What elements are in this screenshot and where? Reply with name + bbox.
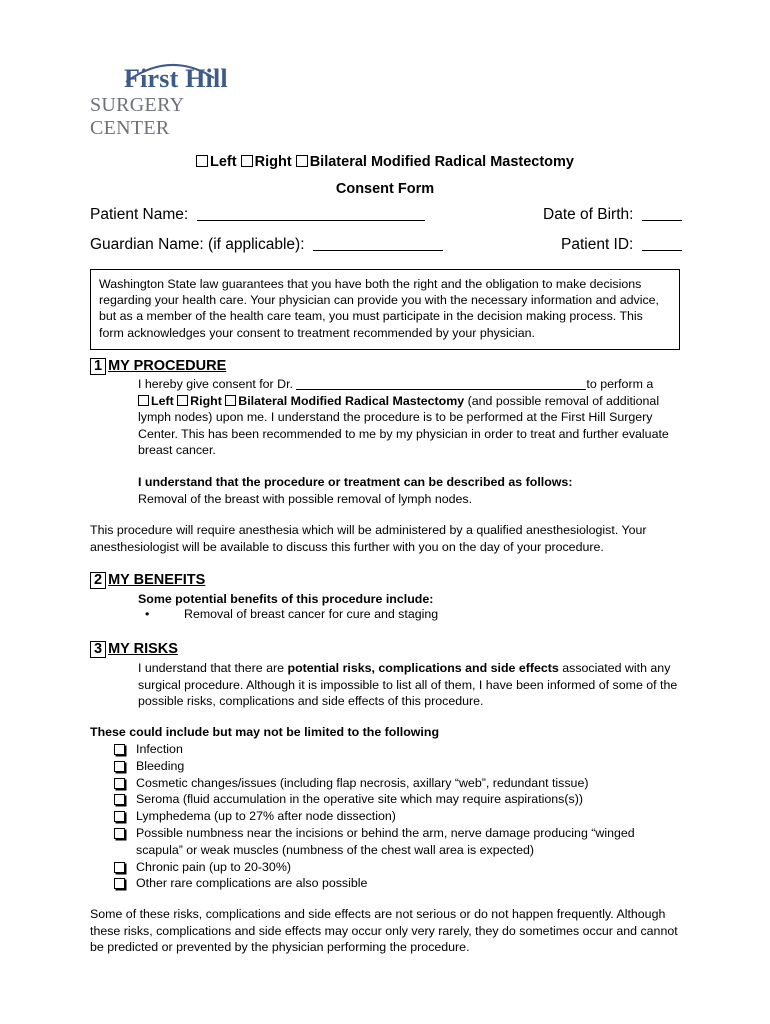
- dob-label: Date of Birth:: [543, 206, 634, 223]
- risk-item: [112, 808, 672, 825]
- checkbox-icon: [114, 878, 125, 889]
- patient-name-input[interactable]: [197, 206, 425, 221]
- risk-item: [112, 775, 672, 792]
- risks-closing-paragraph: Some of these risks, complications and side effects are not serious or do not happen frequently. Although these risks, complications and side effects may occur only very rarely, they do sometimes occur and cannot be predicted or prevented by the physician performing the procedure.: [90, 907, 678, 955]
- risk-item: [112, 791, 672, 808]
- risk-text: Possible numbness near the incisions or behind the arm, nerve damage producing “winged scapula” or weak muscles (numbness of the chest wall area is expected): [136, 825, 635, 857]
- section-1-number: 1: [90, 358, 106, 375]
- procedure-left-label: Left: [151, 393, 174, 408]
- section-2-heading: [90, 572, 205, 589]
- risk-text: Bleeding: [136, 758, 185, 773]
- risk-item: [112, 875, 672, 892]
- consent-statement: [138, 376, 678, 459]
- title-bilateral-label: Bilateral Modified Radical Mastectomy: [309, 154, 574, 170]
- patient-id-field: [561, 236, 682, 254]
- section-2-number: 2: [90, 572, 106, 589]
- section-3-number: 3: [90, 641, 106, 658]
- procedure-bilateral-checkbox[interactable]: [225, 395, 236, 406]
- dob-input[interactable]: [642, 206, 682, 221]
- procedure-right-label: Right: [190, 393, 222, 408]
- benefits-heading: Some potential benefits of this procedure include:: [138, 592, 434, 606]
- consent-prefix: I hereby give consent for Dr.: [138, 377, 293, 391]
- risk-text: Chronic pain (up to 20-30%): [136, 859, 291, 874]
- risk-text: Cosmetic changes/issues (including flap necrosis, axillary “web”, redundant tissue): [136, 775, 589, 790]
- risk-text: Lymphedema (up to 27% after node dissection): [136, 809, 396, 824]
- section-1-heading: [90, 358, 226, 375]
- procedure-description: [138, 474, 678, 507]
- checkbox-icon: [114, 828, 125, 839]
- risk-text: Infection: [136, 742, 183, 756]
- checkbox-icon: [114, 862, 125, 873]
- consent-line-2: [138, 393, 678, 410]
- section-1-title: MY PROCEDURE: [108, 358, 227, 374]
- risks-intro-bold: potential risks, complications and side effects: [287, 661, 559, 675]
- right-checkbox[interactable]: [241, 155, 253, 167]
- anesthesia-paragraph: This procedure will require anesthesia which will be administered by a qualified anesthesiologist. Your anesthesiologist will be available to discuss this further with you on the day of your procedure.: [90, 523, 647, 554]
- bilateral-checkbox[interactable]: [296, 155, 308, 167]
- procedure-continuation: lymph nodes) upon me. I understand the procedure is to be performed at the First Hill Surgery Center. This has been recommended to me by my physician in order to treat and further evaluate breast cancer.: [138, 410, 669, 458]
- procedure-left-checkbox[interactable]: [138, 395, 149, 406]
- checkbox-icon: [114, 744, 125, 755]
- section-3-heading: [90, 641, 178, 658]
- patient-id-input[interactable]: [642, 236, 682, 251]
- checkbox-icon: [114, 761, 125, 772]
- checkbox-icon: [114, 778, 125, 789]
- risks-list: [112, 741, 672, 892]
- description-text: Removal of the breast with possible removal of lymph nodes.: [138, 491, 473, 506]
- guardian-field: [90, 236, 443, 254]
- left-checkbox[interactable]: [196, 155, 208, 167]
- form-subtitle: Consent Form: [335, 181, 435, 197]
- logo-line1: First Hill: [124, 64, 228, 93]
- risk-item: [112, 859, 672, 876]
- section-3-title: MY RISKS: [108, 641, 178, 657]
- risks-list-heading: These could include but may not be limited to the following: [90, 725, 440, 739]
- risk-item: [112, 758, 672, 775]
- procedure-title: [0, 154, 770, 170]
- benefits-list: [160, 607, 438, 621]
- risks-intro-b: associated with any surgical procedure. Although it is impossible to list all of them, I have been informed of some of the possible risks, complications and side effects of this procedure.: [138, 661, 678, 709]
- procedure-right-checkbox[interactable]: [177, 395, 188, 406]
- title-right-label: Right: [254, 154, 292, 170]
- procedure-bilateral-label: Bilateral Modified Radical Mastectomy: [238, 393, 465, 408]
- section-2-title: MY BENEFITS: [108, 572, 206, 588]
- risks-intro-a: I understand that there are: [138, 661, 285, 675]
- risk-item: [112, 825, 672, 859]
- risks-intro: [138, 660, 683, 710]
- logo-line2: SURGERY CENTER: [90, 94, 184, 139]
- benefit-item: • Removal of breast cancer for cure and staging: [160, 607, 438, 621]
- checkbox-icon: [114, 794, 125, 805]
- description-heading: I understand that the procedure or treatment can be described as follows:: [138, 475, 573, 489]
- doctor-name-input[interactable]: [296, 377, 586, 390]
- risk-text: Other rare complications are also possible: [136, 876, 368, 891]
- guardian-label: Guardian Name: (if applicable):: [90, 236, 305, 253]
- procedure-rest: (and possible removal of additional: [467, 393, 660, 408]
- risk-text: Seroma (fluid accumulation in the operative site which may require aspirations(s)): [136, 792, 583, 807]
- risk-item: [112, 741, 672, 758]
- dob-field: [543, 206, 682, 224]
- guardian-input[interactable]: [313, 236, 443, 251]
- patient-name-label: Patient Name:: [90, 206, 189, 223]
- title-left-label: Left: [210, 154, 237, 170]
- patient-id-label: Patient ID:: [561, 236, 634, 253]
- patient-name-field: [90, 206, 425, 224]
- checkbox-icon: [114, 811, 125, 822]
- consent-line-1: [138, 376, 678, 393]
- first-hill-logo: [90, 56, 266, 139]
- consent-suffix: to perform a: [586, 377, 654, 391]
- state-law-notice: Washington State law guarantees that you have both the right and the obligation to make decisions regarding your health care. Your physician can provide you with the necessary information and advice, but as a member of the health care team, you must participate in the decision making process. This form acknowledges your consent to treatment recommended by your physician.: [90, 269, 680, 350]
